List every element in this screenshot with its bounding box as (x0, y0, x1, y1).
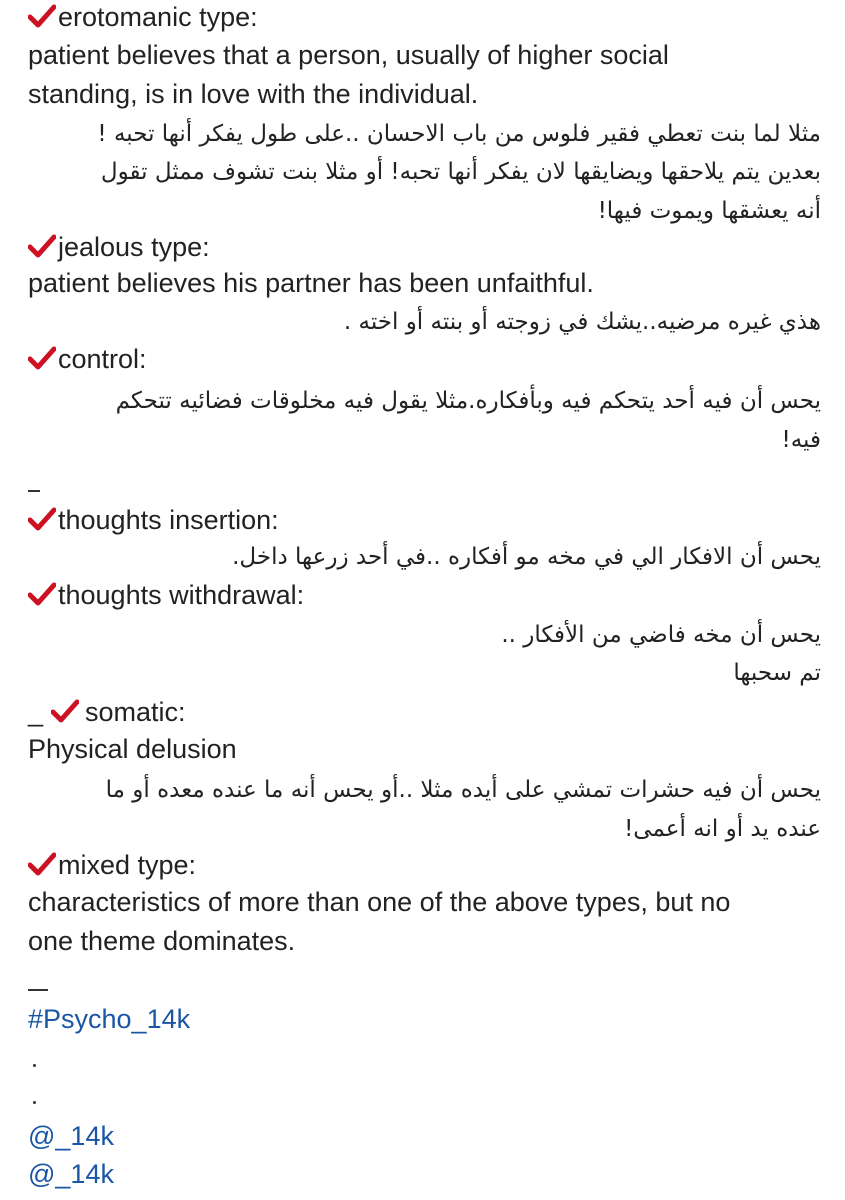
check-mark-icon (51, 699, 79, 725)
thoughts-insertion-arabic-1: يحس أن الافكار الي في مخه مو أفكاره ..في أحد زرعها داخل. (232, 544, 821, 570)
handle-link-1[interactable]: @_14k (28, 1121, 114, 1151)
somatic-desc-1: Physical delusion (28, 734, 237, 764)
thoughts-withdrawal-arabic-2: تم سحبها (733, 660, 821, 686)
separator-dot (33, 1064, 36, 1067)
check-mark-icon (28, 582, 56, 608)
footer-separator-dash (28, 989, 48, 991)
somatic-title: somatic: (85, 697, 186, 727)
somatic-prefix: _ (28, 697, 44, 727)
erotomanic-desc-1: patient believes that a person, usually of higher social (28, 40, 669, 70)
check-mark-icon (28, 234, 56, 260)
somatic-arabic-1: يحس أن فيه حشرات تمشي على أيده مثلا ..أو يحس أنه ما عنده معده أو ما (105, 777, 821, 803)
thoughts-withdrawal-heading (28, 578, 825, 612)
jealous-desc-1: patient believes his partner has been unfaithful. (28, 268, 594, 298)
erotomanic-title: erotomanic type: (58, 2, 258, 32)
somatic-heading (28, 695, 825, 729)
thoughts-insertion-heading (28, 503, 825, 537)
separator-dot (33, 1101, 36, 1104)
separator-dash (28, 490, 40, 492)
jealous-heading (28, 230, 825, 264)
check-mark-icon (28, 346, 56, 372)
erotomanic-desc-2: standing, is in love with the individual. (28, 79, 479, 109)
jealous-arabic-1: هذي غيره مرضيه..يشك في زوجته أو بنته أو اخته . (343, 309, 821, 335)
mixed-heading (28, 848, 825, 882)
erotomanic-arabic-2: بعدين يتم يلاحقها ويضايقها لان يفكر أنها تحبه! أو مثلا بنت تشوف ممثل تقول (100, 159, 821, 185)
handle-link-2[interactable]: @_14k (28, 1159, 114, 1189)
thoughts-withdrawal-arabic-1: يحس أن مخه فاضي من الأفكار .. (501, 622, 821, 648)
control-arabic-2: فيه! (781, 427, 821, 453)
thoughts-withdrawal-title: thoughts withdrawal: (58, 580, 305, 610)
mixed-desc-1: characteristics of more than one of the above types, but no (28, 887, 731, 917)
check-mark-icon (28, 507, 56, 533)
mixed-title: mixed type: (58, 850, 197, 880)
control-title: control: (58, 344, 147, 374)
erotomanic-heading (28, 0, 825, 34)
check-mark-icon (28, 852, 56, 878)
hashtag-link[interactable]: #Psycho_14k (28, 1004, 191, 1034)
check-mark-icon (28, 4, 56, 30)
somatic-arabic-2: عنده يد أو انه أعمى! (624, 816, 821, 842)
erotomanic-arabic-3: أنه يعشقها ويموت فيها! (597, 198, 821, 224)
mixed-desc-2: one theme dominates. (28, 926, 296, 956)
thoughts-insertion-title: thoughts insertion: (58, 505, 279, 535)
erotomanic-arabic-1: مثلا لما بنت تعطي فقير فلوس من باب الاحسان ..على طول يفكر أنها تحبه ! (97, 121, 821, 147)
control-heading (28, 342, 825, 376)
jealous-title: jealous type: (58, 232, 210, 262)
control-arabic-1: يحس أن فيه أحد يتحكم فيه وبأفكاره.مثلا يقول فيه مخلوقات فضائيه تتحكم (115, 388, 821, 414)
